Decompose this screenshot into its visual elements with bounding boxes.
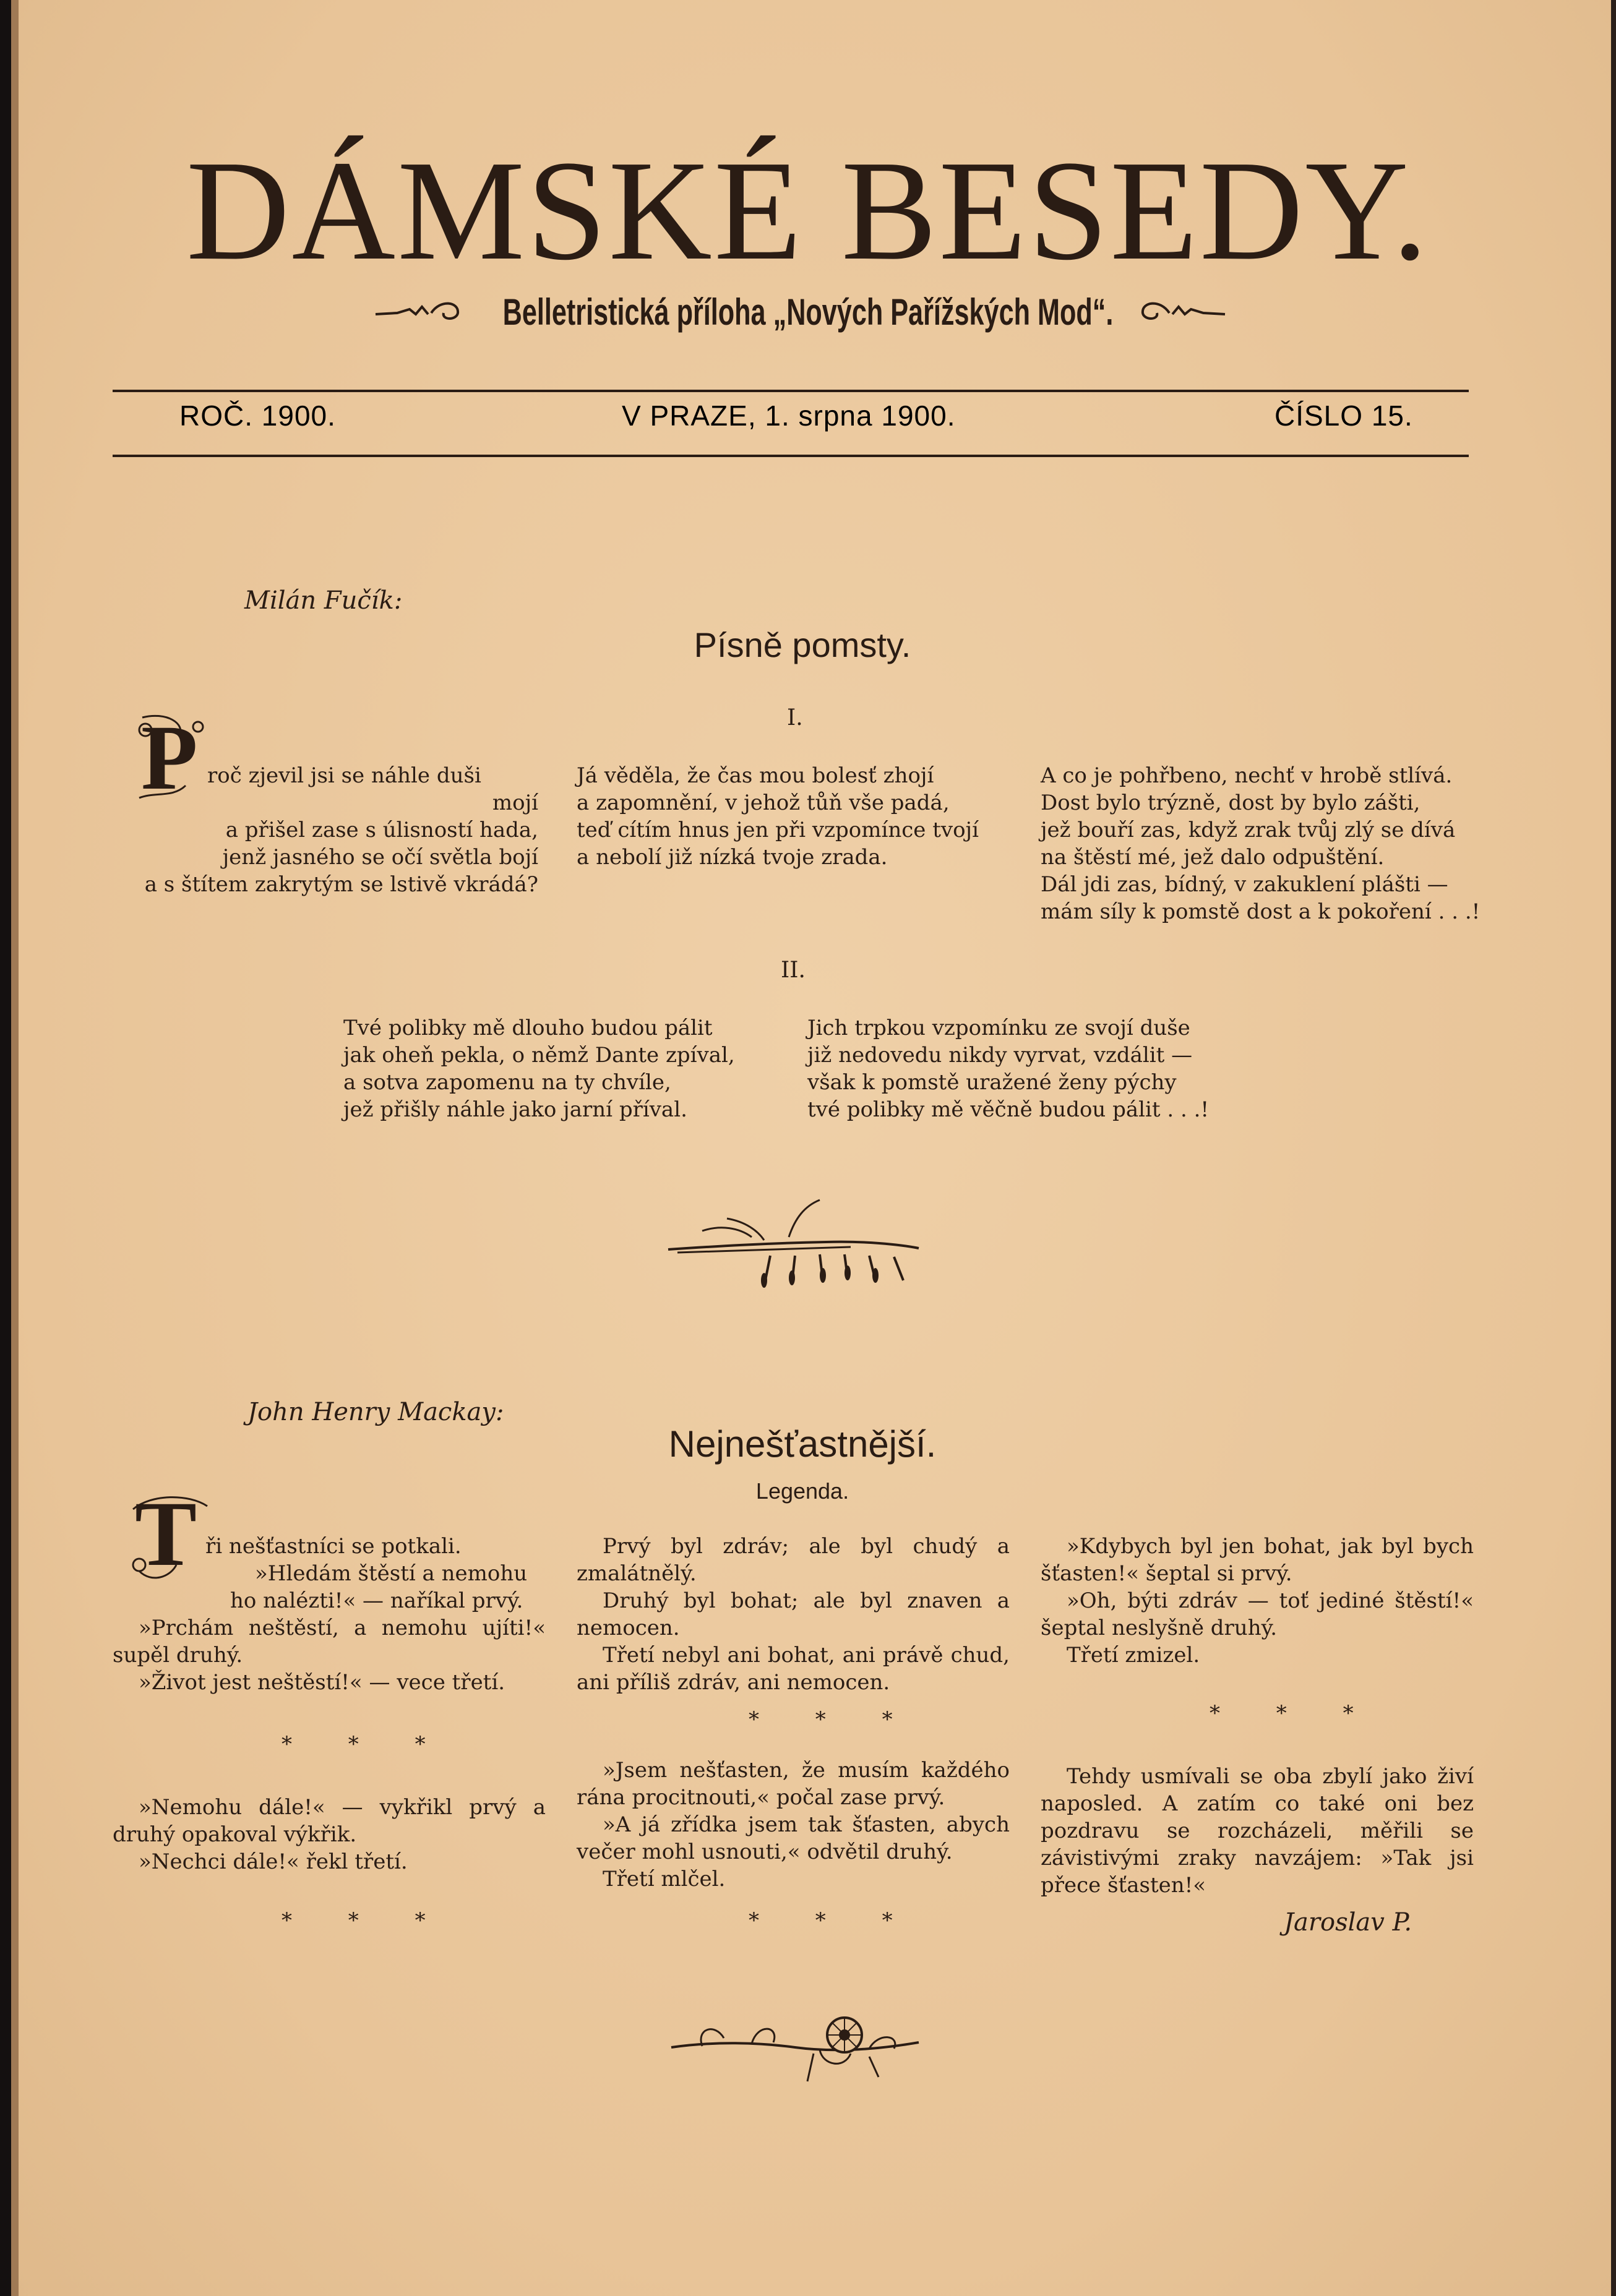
legend-column-2 (577, 1533, 1010, 1696)
poem-col3-line-3: jež bouří zas, když zrak tvůj zlý se dívá (1041, 818, 1456, 842)
masthead-subtitle: Belletristická příloha „Nových Pařížských Mod“. (502, 291, 1114, 333)
poem-col3-line-6: mám síly k pomstě dost a k pokoření . . .! (1041, 899, 1481, 924)
poem-part2-left-line-1: Tvé polibky mě dlouho budou pálit (343, 1016, 713, 1040)
legend-author: John Henry Mackay: (247, 1398, 504, 1426)
poem-part2-right-line-2: již nedovedu nikdy vyrvat, vzdálit — (807, 1043, 1193, 1068)
legend-column-2-cont (577, 1757, 1010, 1893)
poem-part2-left (343, 1014, 776, 1123)
poem-part2-right (807, 1014, 1253, 1123)
poem-column-3 (1041, 762, 1486, 925)
legend-initial-letter: T (135, 1483, 197, 1585)
legend-col2-stars-2: * * * (749, 1908, 918, 1933)
poem-title: Písně pomsty. (694, 625, 911, 664)
poem-col2-line-3: teď cítím hnus jen při vzpomínce tvojí (577, 818, 979, 842)
poem-col3-line-5: Dál jdi zas, bídný, v zakuklení plášti — (1041, 872, 1448, 897)
legend-col1-paragraph-3: »Život jest neštěstí!« — vece třetí. (139, 1670, 505, 1695)
poem-col1-line-4: jenž jasného se očí světla bojí (222, 845, 538, 870)
poem-part2-right-line-4: tvé polibky mě věčně budou pálit . . .! (807, 1097, 1210, 1122)
legend-column-1 (113, 1533, 546, 1696)
legend-col1-line-2: »Hledám štěstí a nemohu (255, 1561, 528, 1586)
legend-col1-line-3: ho nalézti!« — naříkal prvý. (230, 1588, 523, 1613)
legend-subtitle: Legenda. (755, 1478, 849, 1504)
floral-ornament-icon (665, 2004, 925, 2087)
volume-label: ROČ. 1900. (179, 400, 336, 432)
poem-col1-line-3: a přišel zase s úlisností hada, (225, 818, 538, 842)
poem-part2-right-line-3: však k pomstě uražené ženy pýchy (807, 1070, 1177, 1095)
poem-author: Milán Fučík: (244, 586, 403, 615)
issue-number: ČÍSLO 15. (1274, 400, 1413, 432)
legend-col3-paragraph-4: Tehdy usmívali se oba zbylí jako živí naposled. A zatím co také oni bez pozdravu se rozcházeli, měřili se závistivými zraky navzájem: »Tak jsi přece šťasten!« (1041, 1764, 1474, 1898)
legend-col3-stars: * * * (1210, 1701, 1378, 1726)
header-bottom-rule (113, 455, 1469, 457)
poem-col1-line-5: a s štítem zakrytým se lstivě vkrádá? (144, 872, 538, 897)
legend-col3-paragraph-1: »Kdybych byl jen bohat, jak byl bych šťasten!« šeptal si prvý. (1041, 1534, 1474, 1586)
legend-col2-paragraph-5: »A já zřídka jsem tak šťasten, abych večer mohl usnouti,« odvětil druhý. (577, 1812, 1010, 1864)
legend-col1-stars-1: * * * (282, 1732, 450, 1757)
legend-title: Nejnešťastnější. (668, 1423, 937, 1465)
legend-col1-stars-2: * * * (282, 1908, 450, 1933)
legend-col3-paragraph-2: »Oh, býti zdráv — toť jediné štěstí!« šeptal neslyšně druhý. (1041, 1588, 1474, 1640)
legend-col1-line-1: ři nešťastníci se potkali. (205, 1534, 462, 1559)
legend-col1-paragraph-2: »Prchám neštěstí, a nemohu ujíti!« supěl druhý. (113, 1616, 546, 1668)
page-binding-edge (11, 0, 19, 2296)
legend-col1-paragraph-5: »Nechci dále!« řekl třetí. (139, 1849, 408, 1874)
legend-col2-stars-1: * * * (749, 1707, 918, 1732)
legend-signature: Jaroslav P. (1284, 1908, 1412, 1937)
legend-col2-paragraph-4: »Jsem nešťasten, že musím každého rána procitnouti,« počal zase prvý. (577, 1758, 1010, 1810)
right-flourish-icon (1135, 296, 1228, 335)
legend-col2-paragraph-6: Třetí mlčel. (603, 1867, 726, 1891)
newspaper-page (11, 0, 1616, 2296)
poem-part-one-label: I. (787, 705, 803, 730)
poem-part2-left-line-4: jež přišly náhle jako jarní příval. (343, 1097, 687, 1122)
legend-col2-paragraph-1: Prvý byl zdráv; ale byl chudý a zmalátnělý. (577, 1534, 1010, 1586)
legend-col2-paragraph-2: Druhý byl bohat; ale byl znaven a nemocen. (577, 1588, 1010, 1640)
poem-part2-left-line-2: jak oheň pekla, o němž Dante zpíval, (343, 1043, 735, 1068)
legend-column-3-cont (1041, 1763, 1474, 1899)
legend-col3-paragraph-3: Třetí zmizel. (1067, 1643, 1200, 1668)
legend-column-1-cont (113, 1794, 546, 1875)
masthead-title: DÁMSKÉ BESEDY. (186, 131, 1430, 290)
poem-part2-left-line-3: a sotva zapomenu na ty chvíle, (343, 1070, 671, 1095)
legend-col1-paragraph-4: »Nemohu dále!« — vykřikl prvý a druhý opakoval výkřik. (113, 1795, 546, 1847)
poem-col2-line-4: a nebolí již nízká tvoje zrada. (577, 845, 888, 870)
poem-col1-line-2: mojí (492, 790, 538, 815)
poem-col3-line-2: Dost bylo trýzně, dost by bylo zášti, (1041, 790, 1420, 815)
poem-initial-letter: P (141, 706, 198, 809)
legend-col2-paragraph-3: Třetí nebyl ani bohat, ani právě chud, ani příliš zdráv, ani nemocen. (577, 1643, 1010, 1695)
poem-col1-line-1: roč zjevil jsi se náhle duši (207, 763, 481, 788)
poem-col2-line-2: a zapomnění, v jehož tůň vše padá, (577, 790, 950, 815)
poem-part2-right-line-1: Jich trpkou vzpomínku ze svojí duše (807, 1016, 1190, 1040)
place-date: V PRAZE, 1. srpna 1900. (622, 400, 956, 432)
poem-col3-line-1: A co je pohřbeno, nechť v hrobě stlívá. (1041, 763, 1453, 788)
poem-part-two-label: II. (781, 957, 806, 983)
header-top-rule (113, 390, 1469, 392)
poem-col3-line-4: na štěstí mé, jež dalo odpuštění. (1041, 845, 1385, 870)
poem-column-1 (111, 762, 538, 898)
poem-col2-line-1: Já věděla, že čas mou bolesť zhojí (577, 763, 934, 788)
page-right-edge (1611, 0, 1616, 2296)
poem-column-2 (577, 762, 1010, 871)
grass-ornament-icon (665, 1194, 925, 1295)
legend-column-3 (1041, 1533, 1474, 1669)
